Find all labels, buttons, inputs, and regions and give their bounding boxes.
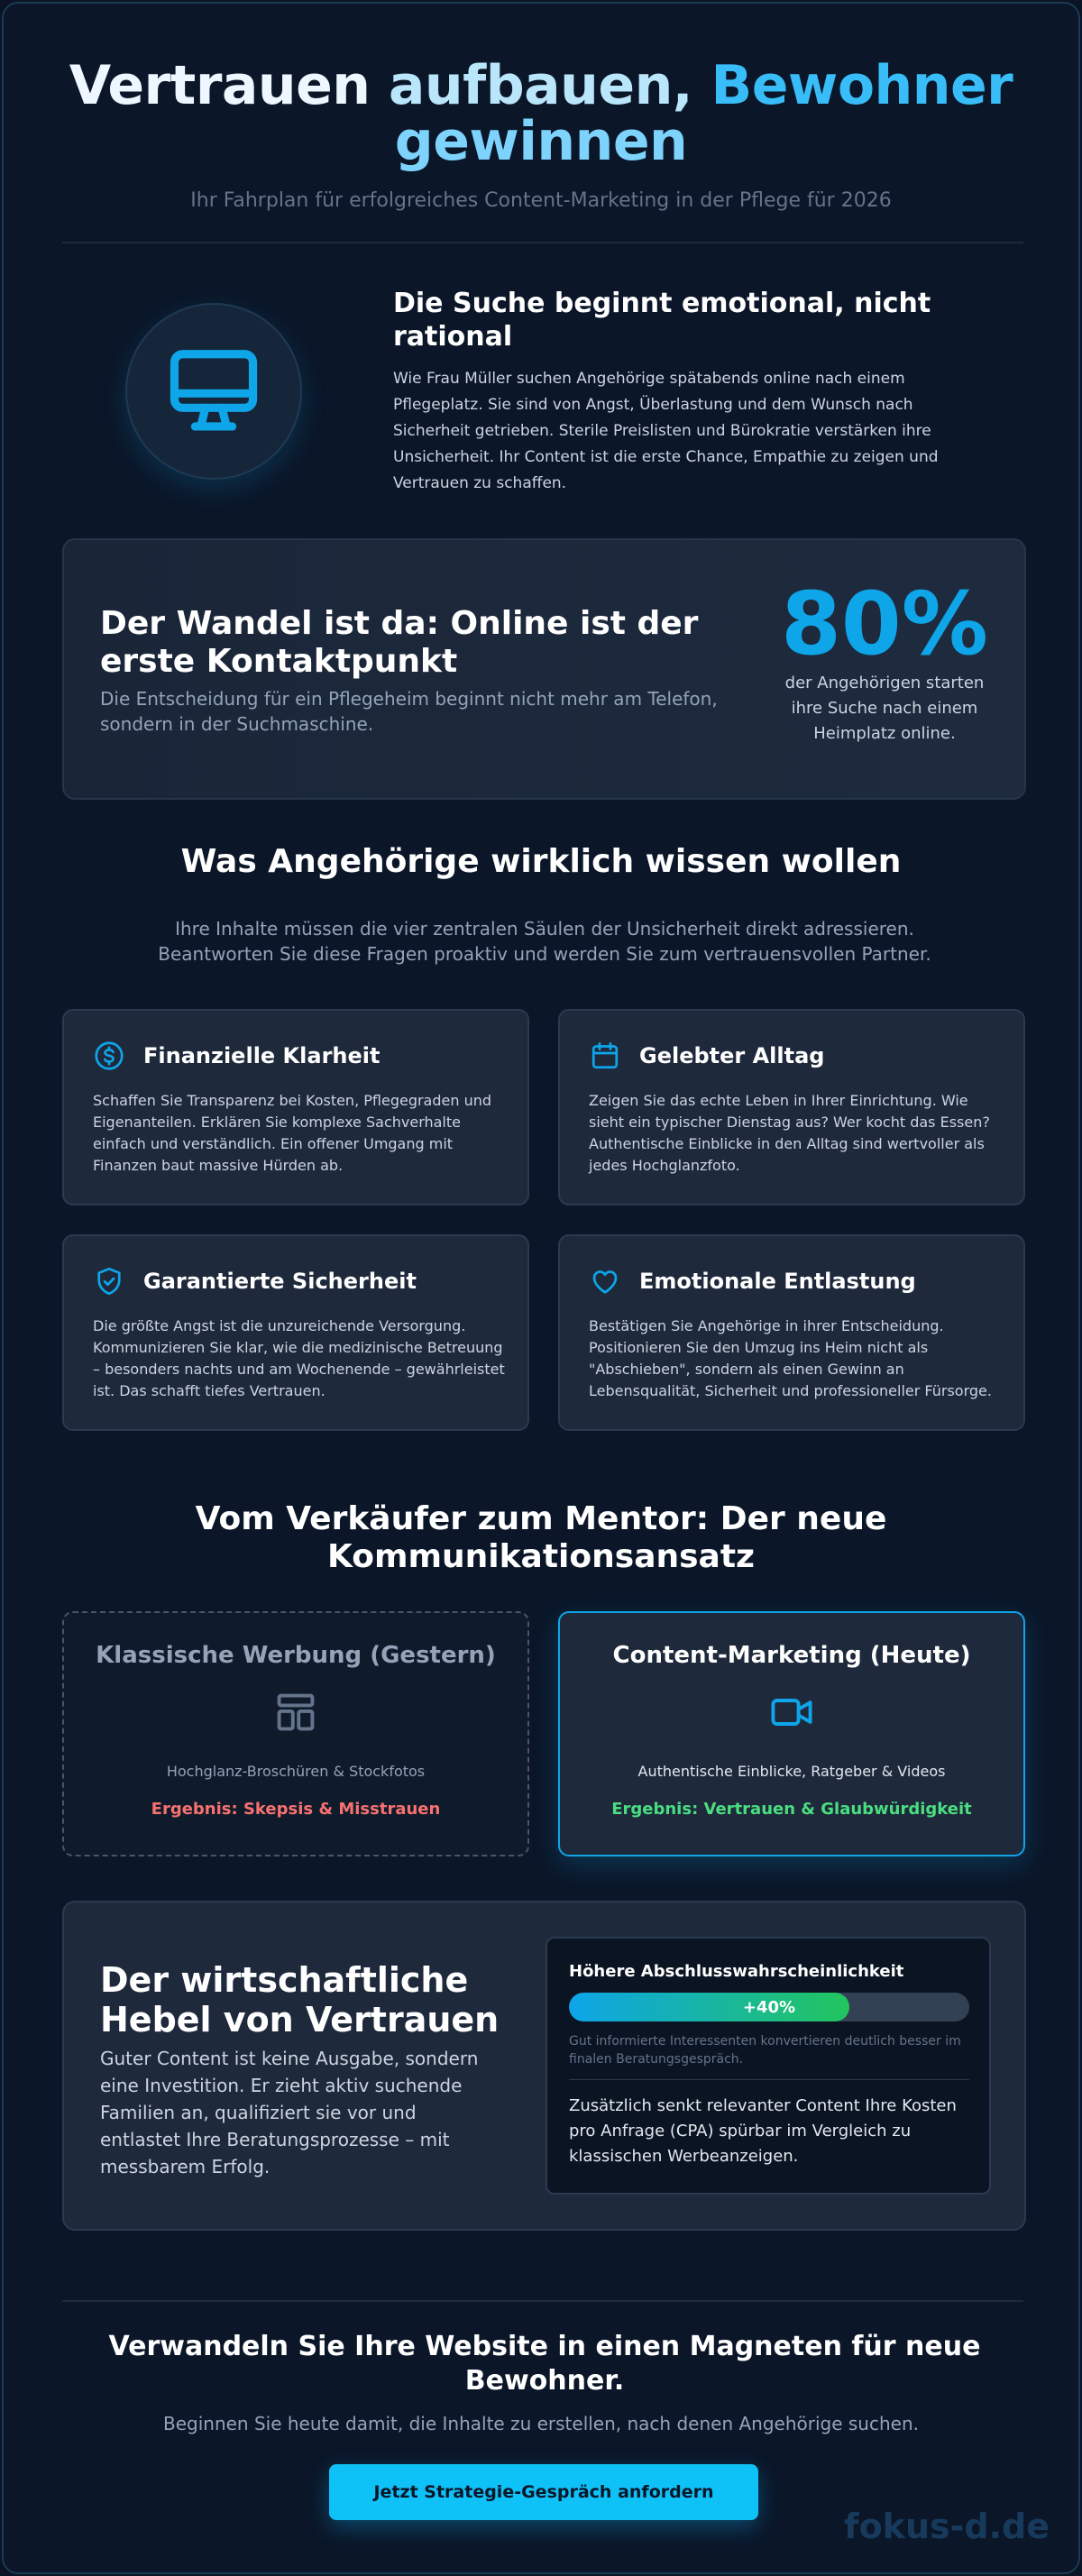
cta-subtitle: Beginnen Sie heute damit, die Inhalte zu erstellen, nach denen Angehörige suchen. xyxy=(163,2413,919,2434)
card-title: Emotionale Entlastung xyxy=(639,1269,916,1294)
infographic-page xyxy=(2,2,1080,2574)
card-title: Finanzielle Klarheit xyxy=(143,1043,381,1068)
content-marketing-card xyxy=(558,1611,1025,1856)
classic-result: Ergebnis: Skepsis & Misstrauen xyxy=(151,1800,441,1819)
cpa-text: Zusätzlich senkt relevanter Content Ihre Kosten pro Anfrage (CPA) spürbar im Vergleich zu klassischen Werbeanzeigen. xyxy=(569,2096,957,2166)
divider xyxy=(62,242,1023,243)
emotional-section xyxy=(393,287,988,497)
calendar-icon xyxy=(589,1040,621,1072)
lever-title: Der wirtschaftliche Hebel von Vertrauen xyxy=(100,1960,500,2040)
questions-title: Was Angehörige wirklich wissen wollen xyxy=(180,843,902,880)
card-text: Schaffen Sie Transparenz bei Kosten, Pflegegraden und Eigenanteilen. Erklären Sie komplexe Sachverhalte einfach und verständlich. Ein offener Umgang mit Finanzen baut massive Hürden ab. xyxy=(93,1092,492,1174)
classic-description: Hochglanz-Broschüren & Stockfotos xyxy=(166,1763,426,1780)
question-card-finance xyxy=(62,1009,529,1205)
divider xyxy=(569,2079,969,2080)
brand-watermark: fokus-d.de xyxy=(844,2507,1050,2546)
shift-card xyxy=(62,538,1026,800)
shift-stat: 80% xyxy=(781,573,988,674)
card-text: Zeigen Sie das echte Leben in Ihrer Einrichtung. Wie sieht ein typischer Dienstag aus? Wer kocht das Essen? Authentische Einblicke in den Alltag sind wertvoller als jedes Hochglanzfoto. xyxy=(589,1092,990,1174)
title-part-1: Vertrauen xyxy=(69,54,389,117)
content-marketing-result: Ergebnis: Vertrauen & Glaubwürdigkeit xyxy=(611,1800,972,1819)
monitor-icon xyxy=(164,342,263,441)
lever-text: Guter Content ist keine Ausgabe, sondern eine Investition. Er zieht aktiv suchende Familien an, qualifiziert sie vor und entlastet Ihre Beratungsprozesse – mit messbarem Erfolg. xyxy=(100,2048,479,2177)
conversion-metric-panel xyxy=(546,1937,991,2195)
classic-advertising-card xyxy=(62,1611,529,1856)
comparison-title: Vom Verkäufer zum Mentor: Der neue Kommunikationsansatz xyxy=(195,1500,887,1575)
emotional-title: Die Suche beginnt emotional, nicht rational xyxy=(393,288,931,353)
question-card-relief xyxy=(558,1234,1025,1431)
dollar-circle-icon xyxy=(93,1040,125,1072)
metric-title: Höhere Abschlusswahrscheinlichkeit xyxy=(569,1962,904,1981)
content-marketing-description: Authentische Einblicke, Ratgeber & Videos xyxy=(637,1763,946,1780)
title-part-2: aufbauen, xyxy=(388,54,693,117)
card-title: Garantierte Sicherheit xyxy=(143,1269,417,1294)
title-part-3: Bewohner xyxy=(692,54,1013,117)
cta-title: Verwandeln Sie Ihre Website in einen Magneten für neue Bewohner. xyxy=(108,2331,981,2397)
metric-note: Gut informierte Interessenten konvertieren deutlich besser im finalen Beratungsgespräch. xyxy=(569,2034,961,2067)
shift-stat-caption: der Angehörigen starten ihre Suche nach einem Heimplatz online. xyxy=(784,674,985,743)
hero-section xyxy=(4,54,1078,212)
card-text: Die größte Angst ist die unzureichende Versorgung. Kommunizieren Sie klar, wie die medizinische Betreuung – besonders nachts und am Wochenende – gewährleistet ist. Das schafft tiefes Vertrauen. xyxy=(93,1317,505,1399)
title-part-4: gewinnen xyxy=(394,110,688,173)
shift-title: Der Wandel ist da: Online ist der erste Kontaktpunkt xyxy=(100,605,699,680)
layout-icon xyxy=(272,1689,319,1736)
question-card-daily-life xyxy=(558,1009,1025,1205)
question-card-safety xyxy=(62,1234,529,1431)
content-marketing-title: Content-Marketing (Heute) xyxy=(612,1642,971,1669)
shift-text: Die Entscheidung für ein Pflegeheim beginnt nicht mehr am Telefon, sondern in der Suchmaschine. xyxy=(100,688,718,735)
card-text: Bestätigen Sie Angehörige in ihrer Entscheidung. Positionieren Sie den Umzug ins Heim nicht als "Abschieben", sondern als einen Gewinn an Lebensqualität, Sicherheit und professioneller Fürsorge. xyxy=(589,1317,992,1399)
request-strategy-call-button[interactable]: Jetzt Strategie-Gespräch anfordern xyxy=(329,2464,758,2520)
emotional-text: Wie Frau Müller suchen Angehörige spätabends online nach einem Pflegeplatz. Sie sind von Angst, Überlastung und dem Wunsch nach Sicherheit getrieben. Sterile Preislisten und Bürokratie verstärken ihre Unsicherheit. Ihr Content ist die erste Chance, Empathie zu zeigen und Vertrauen zu schaffen. xyxy=(393,370,939,492)
heart-icon xyxy=(589,1265,621,1297)
monitor-icon-circle xyxy=(125,303,302,480)
economic-lever-card xyxy=(62,1901,1026,2231)
questions-intro: Ihre Inhalte müssen die vier zentralen Säulen der Unsicherheit direkt adressieren. Beantworten Sie diese Fragen proaktiv und werden Sie zum vertrauensvollen Partner. xyxy=(158,918,931,965)
divider xyxy=(62,2300,1023,2302)
page-title xyxy=(4,54,1078,173)
card-title: Gelebter Alltag xyxy=(639,1043,825,1068)
shield-check-icon xyxy=(93,1265,125,1297)
video-camera-icon xyxy=(768,1689,815,1736)
progress-bar-label: +40% xyxy=(742,1997,796,2017)
classic-title: Klassische Werbung (Gestern) xyxy=(96,1642,496,1669)
page-subtitle: Ihr Fahrplan für erfolgreiches Content-Marketing in der Pflege für 2026 xyxy=(190,189,892,212)
progress-bar xyxy=(569,1993,969,2021)
